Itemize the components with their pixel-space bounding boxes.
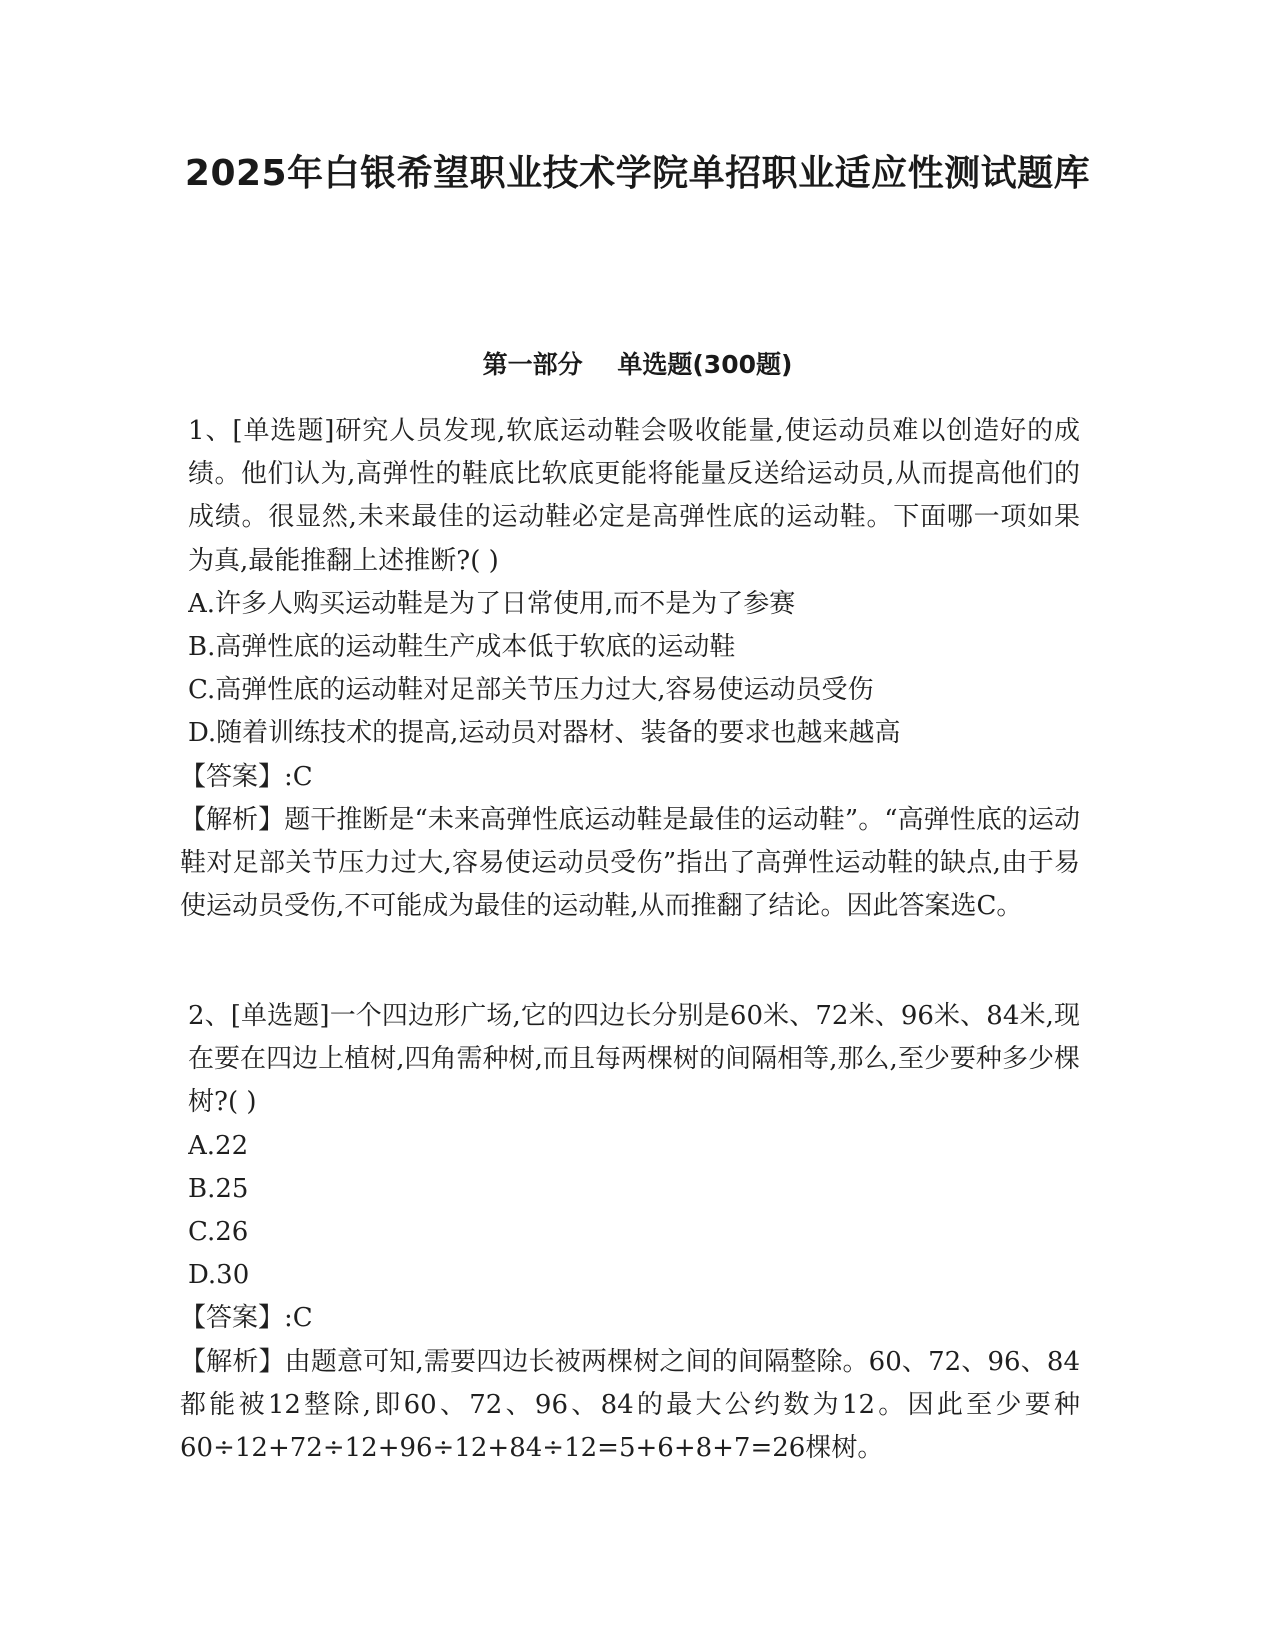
question-block xyxy=(180,995,1080,1470)
option-b: B.高弹性底的运动鞋生产成本低于软底的运动鞋 xyxy=(188,632,736,663)
analysis-text: 【解析】题干推断是“未来高弹性底运动鞋是最佳的运动鞋”。“高弹性底的运动鞋对足部关节压力过大,容易使运动员受伤”指出了高弹性运动鞋的缺点,由于易使运动员受伤,不可能成为最佳的运动鞋,从而推翻了结论。因此答案选C。 xyxy=(180,804,1080,922)
answer-line: 【答案】:C xyxy=(180,1303,313,1334)
question-block xyxy=(180,410,1080,928)
option-c: C.高弹性底的运动鞋对足部关节压力过大,容易使运动员受伤 xyxy=(188,675,874,706)
answer-line: 【答案】:C xyxy=(180,761,313,792)
section-title: 第一部分 单选题(300题) xyxy=(482,350,793,379)
option-d: D.随着训练技术的提高,运动员对器材、装备的要求也越来越高 xyxy=(188,718,901,749)
option-c: C.26 xyxy=(188,1217,249,1248)
option-b: B.25 xyxy=(188,1173,249,1204)
option-a: A.22 xyxy=(188,1130,249,1161)
analysis-text: 【解析】由题意可知,需要四边长被两棵树之间的间隔整除。60、72、96、84都能被12整除,即60、72、96、84的最大公约数为12。因此至少要种60÷12+72÷12+96÷12+84÷12=5+6+8+7=26棵树。 xyxy=(180,1346,1080,1464)
question-stem: 1、[单选题]研究人员发现,软底运动鞋会吸收能量,使运动员难以创造好的成绩。他们认为,高弹性的鞋底比软底更能将能量反送给运动员,从而提高他们的成绩。很显然,未来最佳的运动鞋必定是高弹性底的运动鞋。下面哪一项如果为真,最能推翻上述推断?( ) xyxy=(188,416,1080,576)
option-a: A.许多人购买运动鞋是为了日常使用,而不是为了参赛 xyxy=(188,588,796,619)
document-title: 2025年白银希望职业技术学院单招职业适应性测试题库 xyxy=(184,153,1091,194)
option-d: D.30 xyxy=(188,1260,250,1291)
question-stem: 2、[单选题]一个四边形广场,它的四边长分别是60米、72米、96米、84米,现在要在四边上植树,四角需种树,而且每两棵树的间隔相等,那么,至少要种多少棵树?( ) xyxy=(188,1001,1080,1118)
